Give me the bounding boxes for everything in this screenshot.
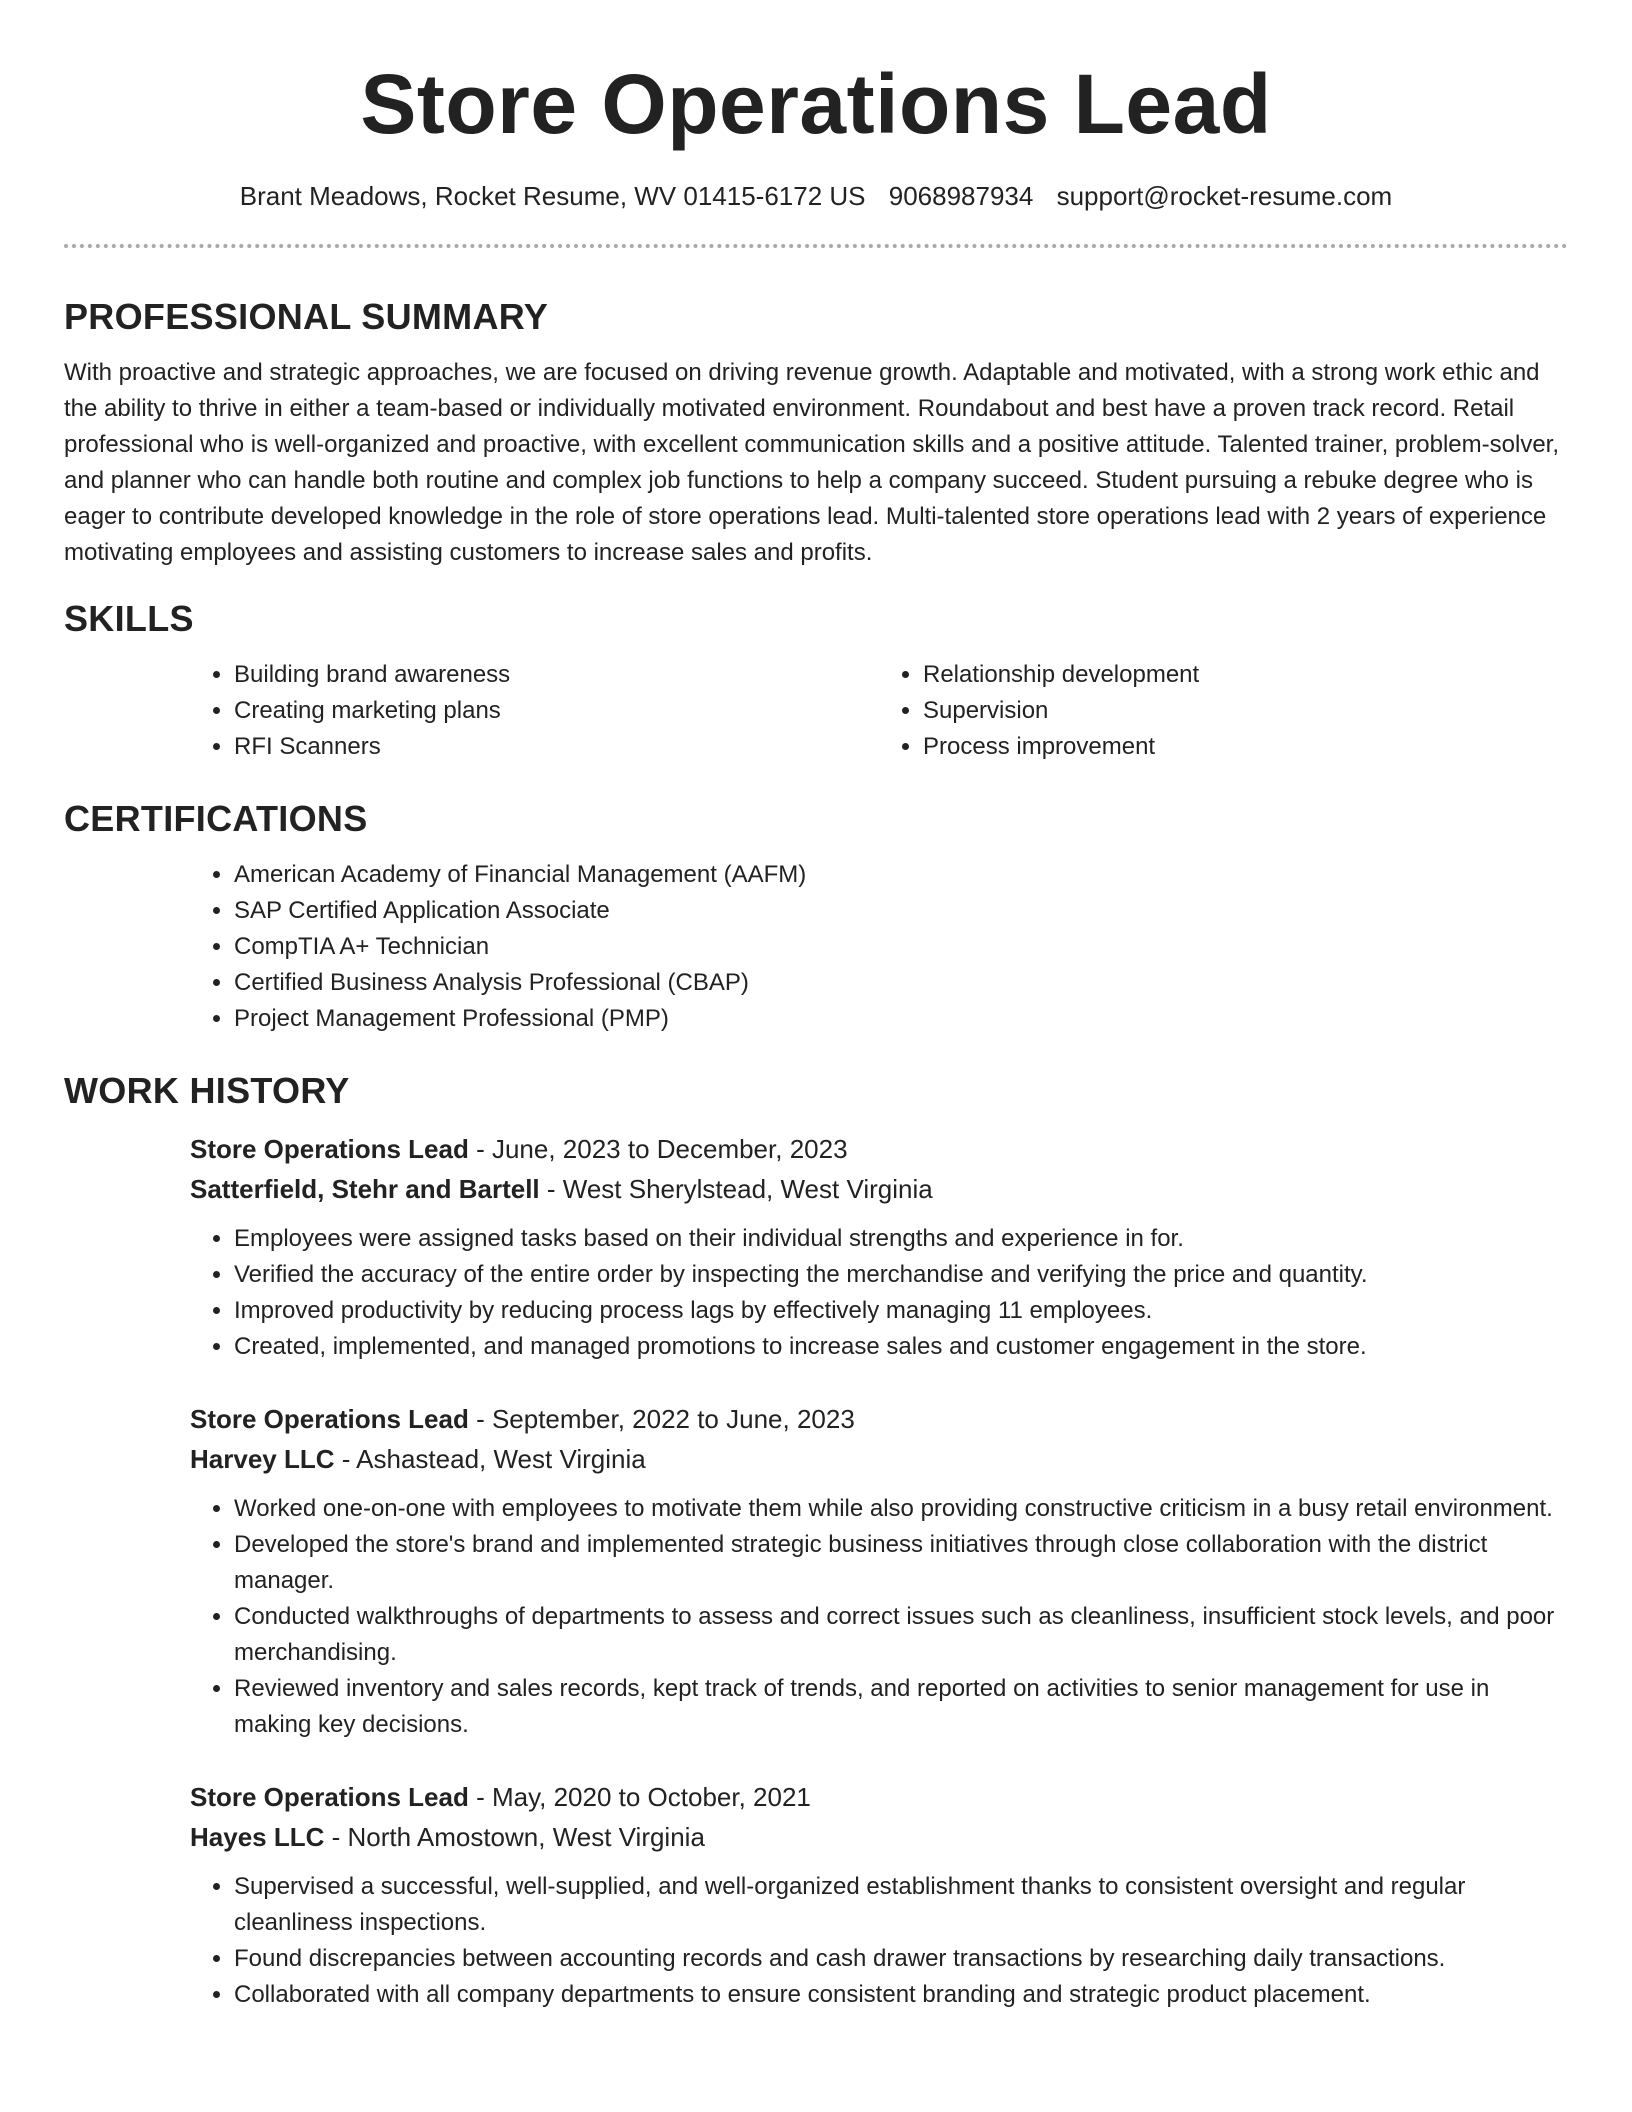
certifications-heading: CERTIFICATIONS (64, 798, 368, 839)
summary-heading: PROFESSIONAL SUMMARY (64, 296, 549, 337)
job-dates: - May, 2020 to October, 2021 (468, 1782, 811, 1812)
resume-title: Store Operations Lead (360, 57, 1272, 151)
job-entry (190, 1129, 1568, 1365)
job-bullet: • Collaborated with all company departments to ensure consistent branding and strategic product placement. (234, 1977, 1568, 2013)
job-bullet: • Improved productivity by reducing process lags by effectively managing 11 employees. (234, 1293, 1568, 1329)
contact-address: Brant Meadows, Rocket Resume, WV 01415-6172 US (239, 181, 866, 211)
job-bullet: • Found discrepancies between accounting records and cash drawer transactions by researching daily transactions. (234, 1941, 1568, 1977)
skill-item: • Building brand awareness (234, 657, 879, 693)
job-company-line (190, 1439, 1568, 1479)
header-divider (64, 244, 1568, 248)
job-bullets (190, 1221, 1568, 1365)
job-company: Satterfield, Stehr and Bartell (190, 1174, 540, 1204)
skill-item: • RFI Scanners (234, 729, 879, 765)
skill-item: • Process improvement (923, 729, 1568, 765)
job-location: - Ashastead, West Virginia (334, 1444, 646, 1474)
job-company: Hayes LLC (190, 1822, 325, 1852)
skills-list-right (879, 657, 1568, 765)
skills-list-left (190, 657, 879, 765)
job-title: Store Operations Lead (190, 1404, 469, 1434)
certifications-list (190, 857, 1568, 1037)
contact-line (64, 178, 1568, 214)
certification-item: • SAP Certified Application Associate (234, 893, 1568, 929)
job-title: Store Operations Lead (190, 1782, 469, 1812)
job-company: Harvey LLC (190, 1444, 335, 1474)
job-location: - North Amostown, West Virginia (324, 1822, 705, 1852)
job-title-line (190, 1129, 1568, 1169)
skill-item: • Relationship development (923, 657, 1568, 693)
job-dates: - September, 2022 to June, 2023 (468, 1404, 855, 1434)
summary-text: With proactive and strategic approaches, we are focused on driving revenue growth. Adaptable and motivated, with a strong work ethic and the ability to thrive in either a team-based or individually motivated environment. Roundabout and best have a proven track record. Retail professional who is well-organized and proactive, with excellent communication skills and a positive attitude. Talented trainer, problem-solver, and planner who can handle both routine and complex job functions to help a company succeed. Student pursuing a rebuke degree who is eager to contribute developed knowledge in the role of store operations lead. Multi-talented store operations lead with 2 years of experience motivating employees and assisting customers to increase sales and profits. (64, 359, 1559, 566)
job-title-line (190, 1399, 1568, 1439)
job-entry (190, 1399, 1568, 1743)
job-bullet: • Created, implemented, and managed promotions to increase sales and customer engagement in the store. (234, 1329, 1568, 1365)
job-bullets (190, 1869, 1568, 2013)
certification-item: • Project Management Professional (PMP) (234, 1001, 1568, 1037)
job-bullet: • Employees were assigned tasks based on their individual strengths and experience in for. (234, 1221, 1568, 1257)
contact-phone: 9068987934 (888, 181, 1034, 211)
skills-heading: SKILLS (64, 598, 194, 639)
job-location: - West Sherylstead, West Virginia (539, 1174, 933, 1204)
job-bullets (190, 1491, 1568, 1743)
job-bullet: • Conducted walkthroughs of departments to assess and correct issues such as cleanliness, insufficient stock levels, and poor merchandising. (234, 1599, 1568, 1671)
work-history-heading: WORK HISTORY (64, 1070, 350, 1111)
skills-section (64, 597, 1568, 765)
job-bullet: • Developed the store's brand and implemented strategic business initiatives through close collaboration with the district manager. (234, 1527, 1568, 1599)
job-company-line (190, 1817, 1568, 1857)
job-entry (190, 1777, 1568, 2013)
certification-item: • Certified Business Analysis Professional (CBAP) (234, 965, 1568, 1001)
certification-item: • American Academy of Financial Management (AAFM) (234, 857, 1568, 893)
job-title-line (190, 1777, 1568, 1817)
job-company-line (190, 1169, 1568, 1209)
work-history-section (64, 1069, 1568, 2013)
job-bullet: • Supervised a successful, well-supplied, and well-organized establishment thanks to consistent oversight and regular cleanliness inspections. (234, 1869, 1568, 1941)
certifications-section (64, 797, 1568, 1037)
summary-section (64, 295, 1568, 571)
certification-item: • CompTIA A+ Technician (234, 929, 1568, 965)
job-title: Store Operations Lead (190, 1134, 469, 1164)
contact-email: support@rocket-resume.com (1056, 181, 1393, 211)
job-bullet: • Verified the accuracy of the entire order by inspecting the merchandise and verifying the price and quantity. (234, 1257, 1568, 1293)
job-bullet: • Worked one-on-one with employees to motivate them while also providing constructive criticism in a busy retail environment. (234, 1491, 1568, 1527)
job-dates: - June, 2023 to December, 2023 (468, 1134, 848, 1164)
skill-item: • Supervision (923, 693, 1568, 729)
skills-grid (190, 657, 1568, 765)
job-bullet: • Reviewed inventory and sales records, kept track of trends, and reported on activities to senior management for use in making key decisions. (234, 1671, 1568, 1743)
skill-item: • Creating marketing plans (234, 693, 879, 729)
